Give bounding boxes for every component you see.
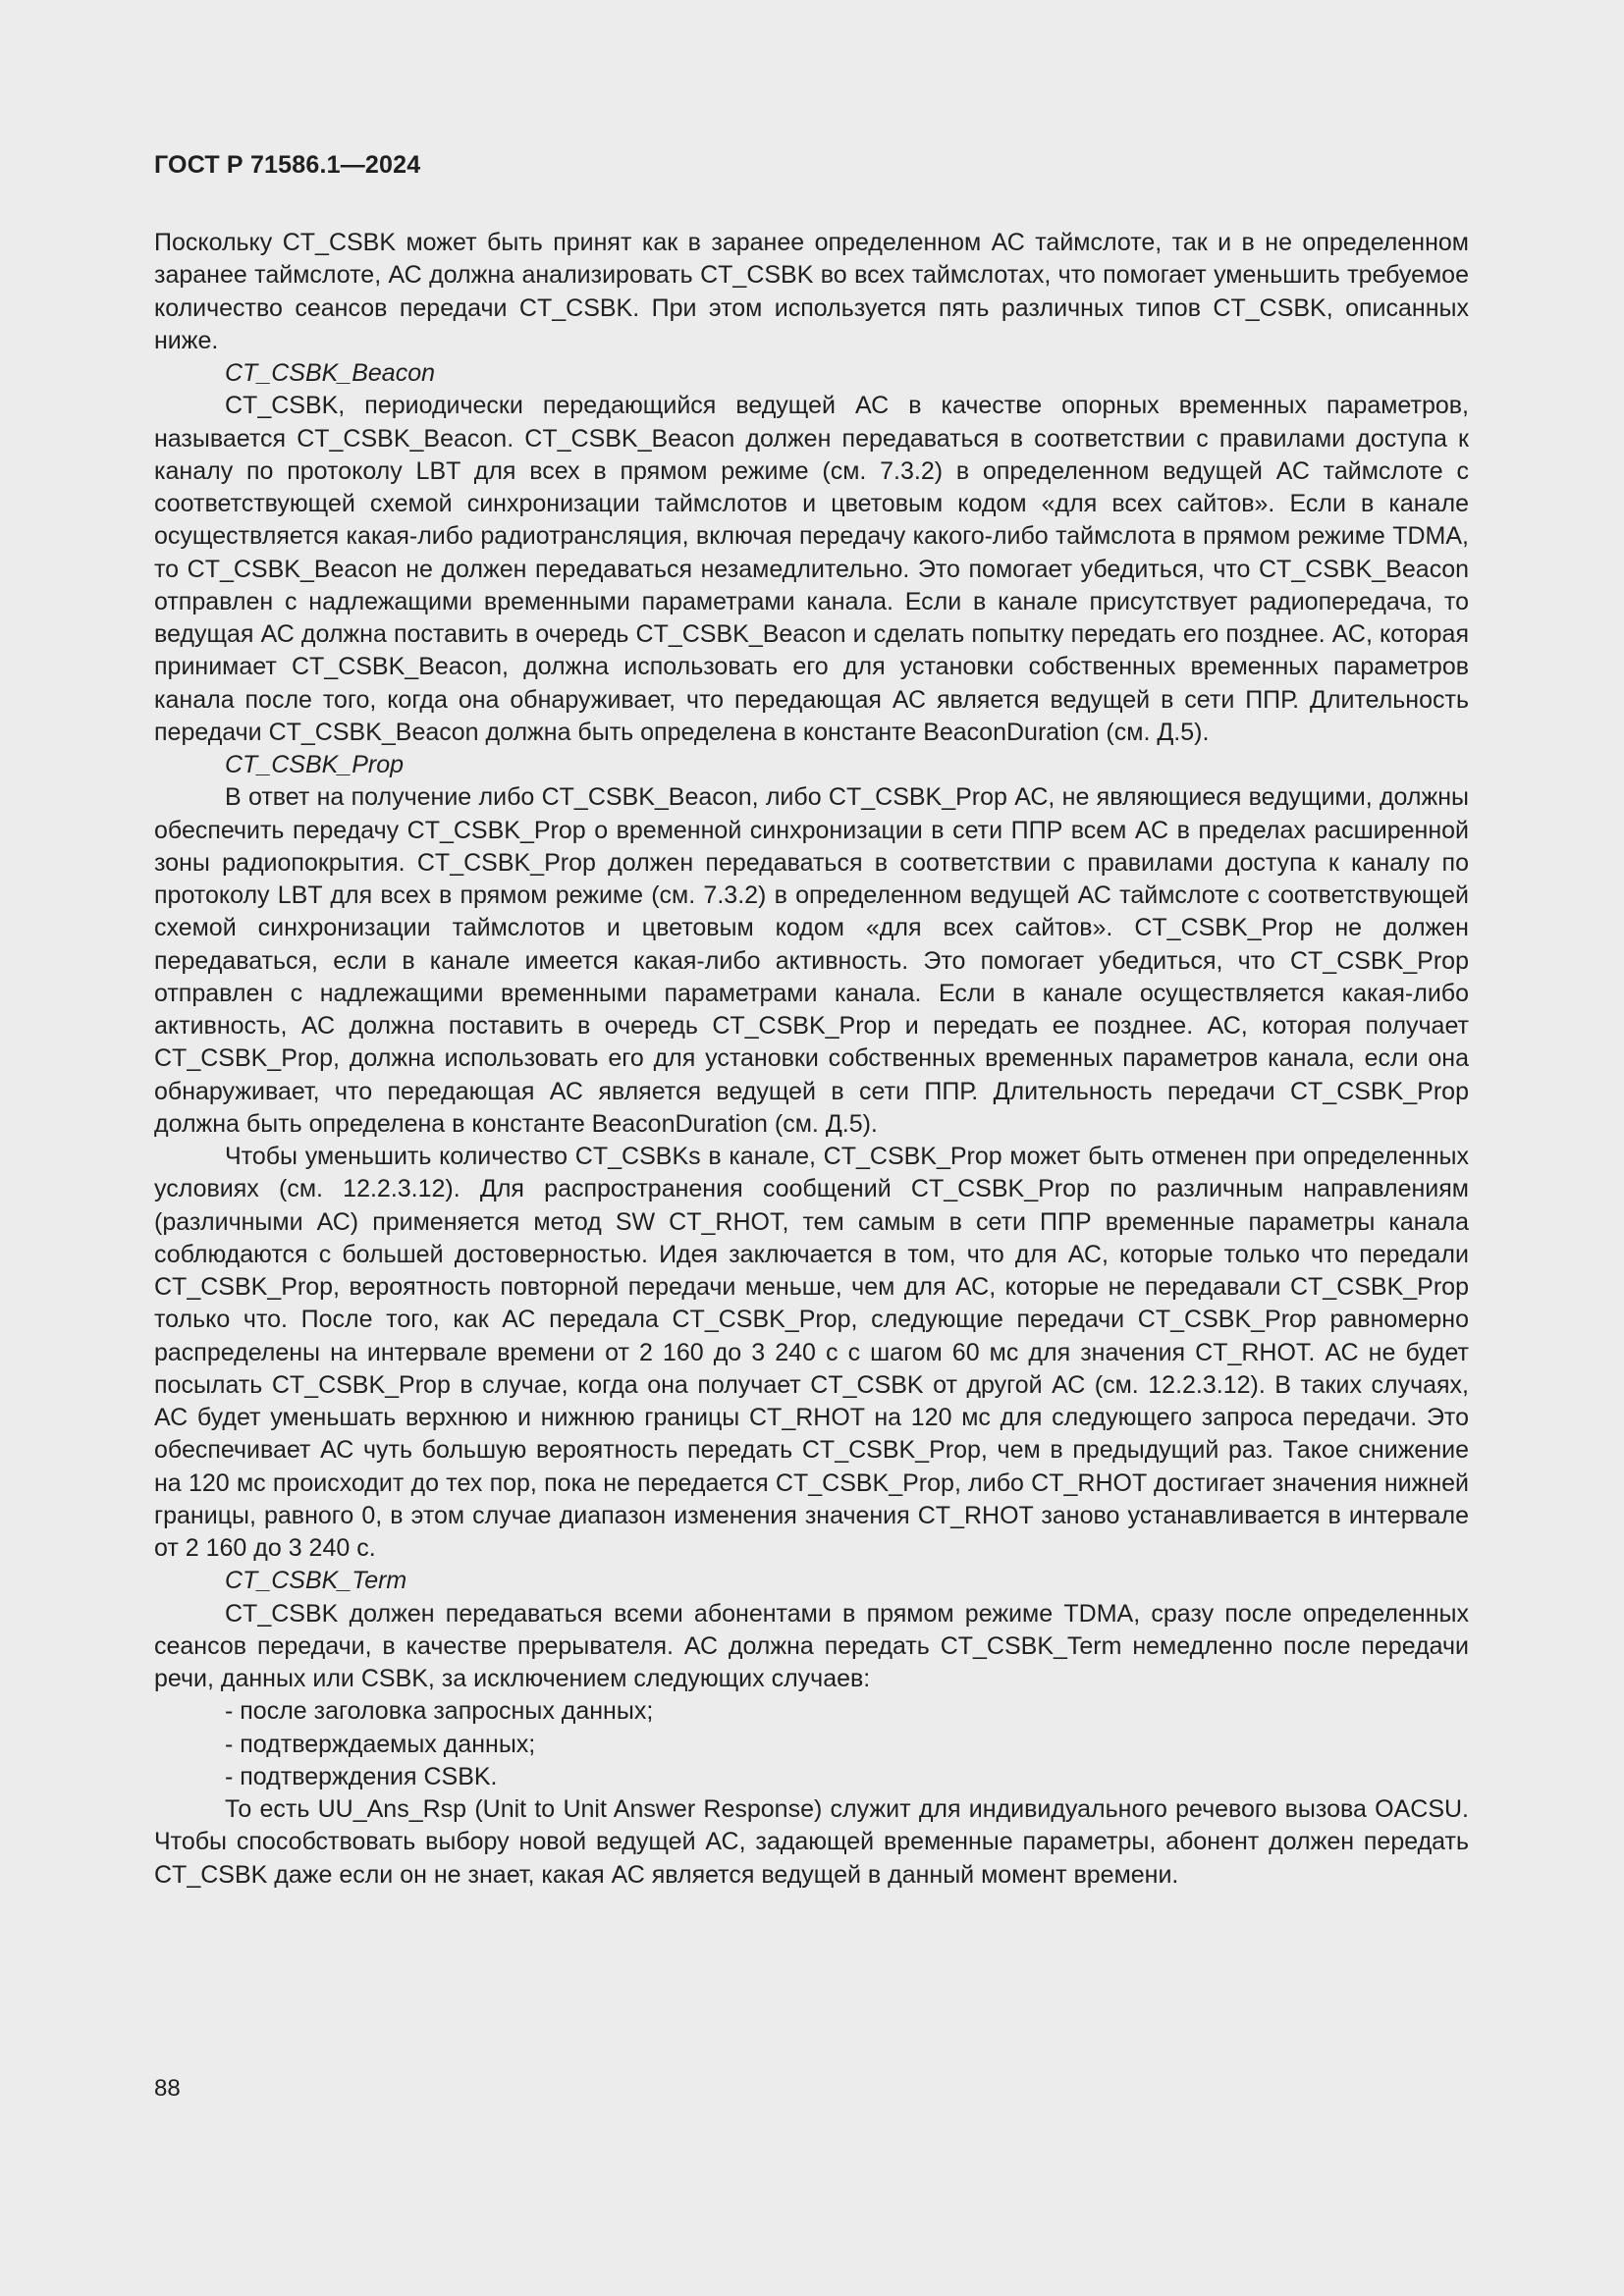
subheading-term: CT_CSBK_Term bbox=[225, 1567, 407, 1595]
paragraph-prop-rhot: Чтобы уменьшить количество CT_CSBKs в канале, CT_CSBK_Prop может быть отменен при определенных условиях (см. 12.2.3.12). Для распространения сообщений CT_CSBK_Prop по различным направлениям (различными АС) применяется метод SW CT_RHOT, тем самым в сети ППР временные параметры канала соблюдаются с большей достоверностью. Идея заключается в том, что для АС, которые только что передали CT_CSBK_Prop, вероятность повторной передачи меньше, чем для АС, которые не передавали CT_CSBK_Prop только что. После того, как АС передала CT_CSBK_Prop, следующие передачи CT_CSBK_Prop равномерно распределены на интервале времени от 2 160 до 3 240 с с шагом 60 мс для значения CT_RHOT. АС не будет посылать CT_CSBK_Prop в случае, когда она получает CT_CSBK от другой АС (см. 12.2.3.12). В таких случаях, АС будет уменьшать верхнюю и нижнюю границы CT_RHOT на 120 мс для следующего запроса передачи. Это обеспечивает АС чуть большую вероятность передать CT_CSBK_Prop, чем в предыдущий раз. Такое снижение на 120 мс происходит до тех пор, пока не передается CT_CSBK_Prop, либо CT_RHOT достигает значения нижней границы, равного 0, в этом случае диапазон изменения значения CT_RHOT заново устанавливается в интервале от 2 160 до 3 240 с. bbox=[154, 1143, 1469, 1562]
list-item: - подтверждаемых данных; bbox=[225, 1730, 536, 1758]
document-body bbox=[154, 227, 1469, 1892]
paragraph-prop: В ответ на получение либо CT_CSBK_Beacon, либо CT_CSBK_Prop АС, не являющиеся ведущими, должны обеспечить передачу CT_CSBK_Prop о временной синхронизации в сети ППР всем АС в пределах расширенной зоны радиопокрытия. CT_CSBK_Prop должен передаваться в соответствии с правилами доступа к каналу по протоколу LBT для всех в прямом режиме (см. 7.3.2) в определенном ведущей АС таймслоте с соответствующей схемой синхронизации таймслотов и цветовым кодом «для всех сайтов». CT_CSBK_Prop не должен передаваться, если в канале имеется какая-либо активность. Это помогает убедиться, что CT_CSBK_Prop отправлен с надлежащими временными параметрами канала. Если в канале осуществляется какая-либо активность, АС должна поставить в очередь CT_CSBK_Prop и передать ее позднее. АС, которая получает CT_CSBK_Prop, должна использовать его для установки собственных временных параметров канала, если она обнаруживает, что передающая АС является ведущей в сети ППР. Длительность передачи CT_CSBK_Prop должна быть определена в константе BeaconDuration (см. Д.5). bbox=[154, 783, 1469, 1138]
paragraph-closing: То есть UU_Ans_Rsp (Unit to Unit Answer Response) служит для индивидуального речевого вызова OACSU. Чтобы способствовать выбору новой ведущей АС, задающей временные параметры, абонент должен передать CT_CSBK даже если он не знает, какая АС является ведущей в данный момент времени. bbox=[154, 1795, 1469, 1889]
subheading-prop: CT_CSBK_Prop bbox=[225, 751, 405, 778]
subheading-beacon: CT_CSBK_Beacon bbox=[225, 359, 436, 387]
standard-header: ГОСТ Р 71586.1—2024 bbox=[154, 151, 421, 179]
page-number: 88 bbox=[154, 2075, 181, 2102]
list-item: - подтверждения CSBK. bbox=[225, 1762, 498, 1790]
paragraph-beacon: CT_CSBK, периодически передающийся ведущей АС в качестве опорных временных параметров, называется CT_CSBK_Beacon. CT_CSBK_Beacon должен передаваться в соответствии с правилами доступа к каналу по протоколу LBT для всех в прямом режиме (см. 7.3.2) в определенном ведущей АС таймслоте с соответствующей схемой синхронизации таймслотов и цветовым кодом «для всех сайтов». Если в канале осуществляется какая-либо радиотрансляция, включая передачу какого-либо таймслота в прямом режиме TDMA, то CT_CSBK_Beacon не должен передаваться незамедлительно. Это помогает убедиться, что CT_CSBK_Beacon отправлен с надлежащими временными параметрами канала. Если в канале присутствует радиопередача, то ведущая АС должна поставить в очередь CT_CSBK_Beacon и сделать попытку передать его позднее. АС, которая принимает CT_CSBK_Beacon, должна использовать его для установки собственных временных параметров канала после того, когда она обнаруживает, что передающая АС является ведущей в сети ППР. Длительность передачи CT_CSBK_Beacon должна быть определена в константе BeaconDuration (см. Д.5). bbox=[154, 392, 1469, 746]
paragraph-intro: Поскольку CT_CSBK может быть принят как в заранее определенном АС таймслоте, так и в не определенном заранее таймслоте, АС должна анализировать CT_CSBK во всех таймслотах, что помогает уменьшить требуемое количество сеансов передачи CT_CSBK. При этом используется пять различных типов CT_CSBK, описанных ниже. bbox=[154, 229, 1469, 354]
list-item: - после заголовка запросных данных; bbox=[225, 1697, 654, 1726]
paragraph-term: CT_CSBK должен передаваться всеми абонентами в прямом режиме TDMA, сразу после определенных сеансов передачи, в качестве прерывателя. АС должна передать CT_CSBK_Term немедленно после передачи речи, данных или CSBK, за исключением следующих случаев: bbox=[154, 1599, 1469, 1692]
